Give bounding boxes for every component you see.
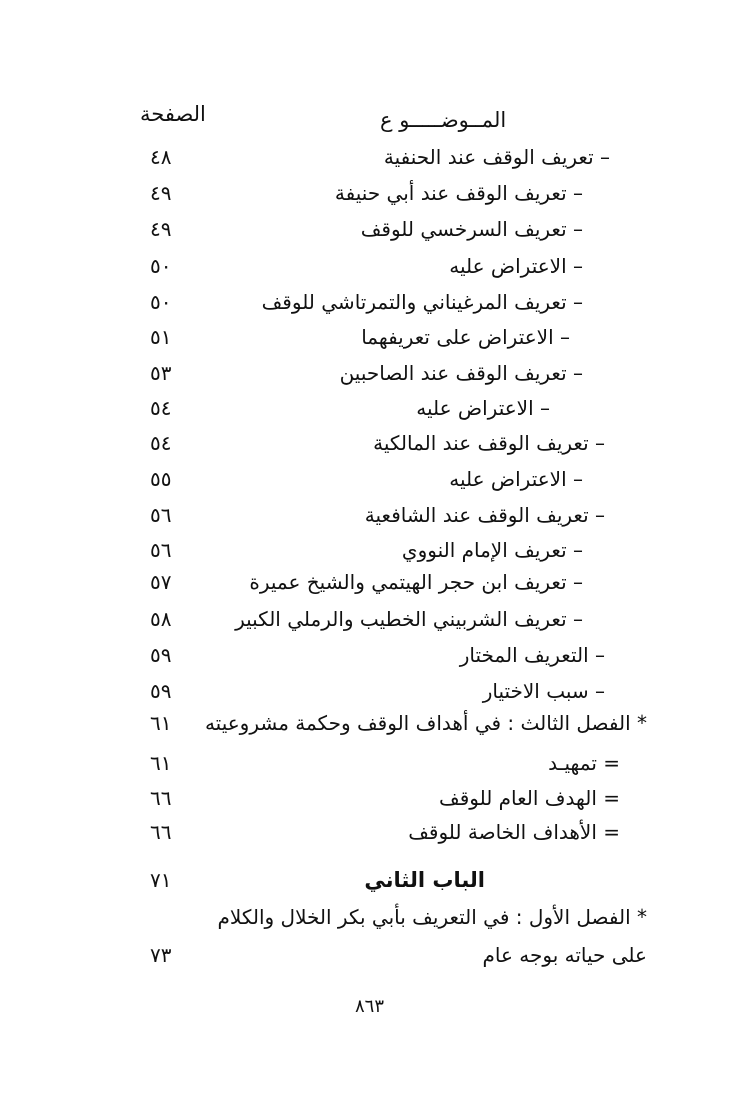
toc-page-number: ٧٣ [150,943,172,967]
toc-entry: – تعريف الوقف عند الحنفية [383,145,610,169]
toc-page-number: ٥٩ [150,643,172,667]
toc-row [0,781,755,815]
toc-entry: = الأهداف الخاصة للوقف [408,820,620,844]
section-heading: الباب الثاني [364,868,485,892]
toc-row [0,212,755,246]
toc-entry: * الفصل الثالث : في أهداف الوقف وحكمة مشروعيته [204,711,647,735]
toc-row [0,426,755,460]
toc-entry: – الاعتراض عليه [449,254,583,278]
toc-page-number: ٥٦ [150,503,172,527]
toc-page-number: ٧١ [150,868,172,892]
toc-entry: – تعريف الوقف عند الشافعية [364,503,605,527]
toc-page-number: ٦١ [150,751,172,775]
toc-page-number: ٥٨ [150,607,172,631]
toc-row [0,674,755,708]
toc-entry: – تعريف الإمام النووي [401,538,583,562]
toc-entry: – الاعتراض على تعريفهما [361,325,570,349]
toc-row [0,391,755,425]
toc-row [0,176,755,210]
toc-entry: – تعريف الوقف عند أبي حنيفة [334,181,583,205]
toc-page-number: ٦٦ [150,820,172,844]
toc-row [0,356,755,390]
toc-page-number: ٥٧ [150,570,172,594]
toc-row [0,249,755,283]
toc-row [0,638,755,672]
toc-row [0,706,755,740]
toc-page-number: ٥٦ [150,538,172,562]
toc-entry: – التعريف المختار [459,643,605,667]
toc-entry: – سبب الاختيار [482,679,605,703]
toc-row [0,320,755,354]
toc-entry: على حياته بوجه عام [482,943,647,967]
toc-entry: – تعريف السرخسي للوقف [360,217,583,241]
toc-row [0,533,755,567]
toc-page-number: ٦٦ [150,786,172,810]
toc-page-number: ٤٩ [150,181,172,205]
toc-entry: * الفصل الأول : في التعريف بأبي بكر الخلال والكلام [217,905,647,929]
toc-row [0,746,755,780]
toc-page-number: ٤٨ [150,145,172,169]
page-column-header: الصفحة [140,102,206,126]
toc-page-number: ٤٩ [150,217,172,241]
section-heading-row [0,863,755,897]
toc-row [0,498,755,532]
toc-page-number: ٥٤ [150,396,172,420]
toc-entry: = تمهيـد [548,751,620,775]
toc-row [0,285,755,319]
toc-page-number: ٦١ [150,711,172,735]
toc-entry: – الاعتراض عليه [449,467,583,491]
page-number-footer: ٨٦٣ [355,996,385,1017]
toc-page-number: ٥٤ [150,431,172,455]
toc-entry: = الهدف العام للوقف [438,786,620,810]
toc-row [0,938,755,972]
toc-row [0,140,755,174]
toc-entry: – الاعتراض عليه [416,396,550,420]
toc-row [0,462,755,496]
toc-entry: – تعريف الوقف عند المالكية [373,431,605,455]
toc-page-number: ٥٥ [150,467,172,491]
toc-page-number: ٥٠ [150,290,172,314]
toc-entry: – تعريف ابن حجر الهيتمي والشيخ عميرة [249,570,583,594]
toc-page-number: ٥٩ [150,679,172,703]
toc-entry: – تعريف الوقف عند الصاحبين [339,361,583,385]
toc-row [0,900,755,934]
toc-row [0,602,755,636]
toc-entry: – تعريف المرغيناني والتمرتاشي للوقف [261,290,583,314]
toc-row [0,565,755,599]
toc-page-number: ٥١ [150,325,172,349]
toc-entry: – تعريف الشربيني الخطيب والرملي الكبير [235,607,583,631]
toc-row [0,815,755,849]
topic-column-header: المــوضـــــو ع [380,108,507,132]
toc-page-number: ٥٠ [150,254,172,278]
toc-page-number: ٥٣ [150,361,172,385]
